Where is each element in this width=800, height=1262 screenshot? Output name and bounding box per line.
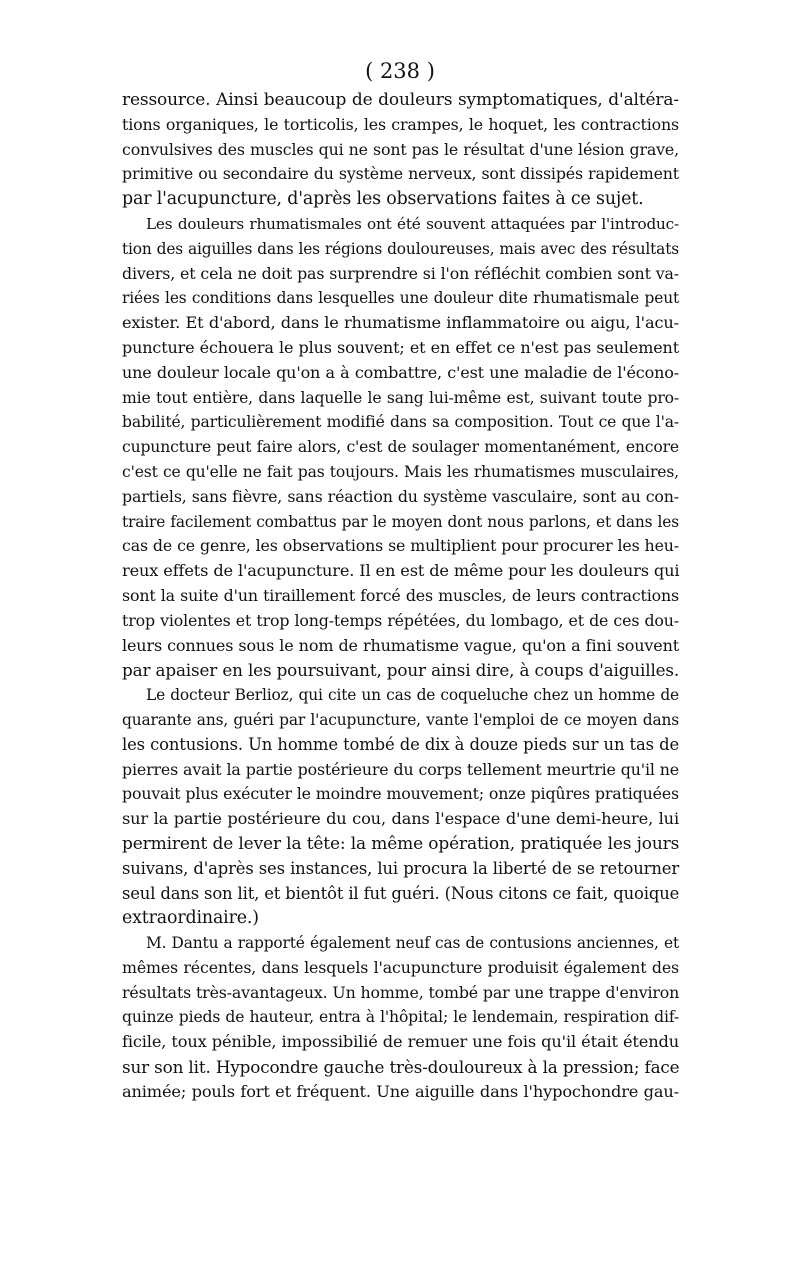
text-line: convulsives des muscles qui ne sont pas le résultat d'une lésion grave, — [122, 139, 679, 159]
text-line: sur la partie postérieure du cou, dans l'espace d'une demi-heure, lui — [122, 809, 679, 829]
text-line: pouvait plus exécuter le moindre mouvement; onze piqûres pratiquées — [122, 784, 679, 804]
text-line: permirent de lever la tête: la même opération, pratiquée les jours — [122, 833, 680, 854]
text-line: riées les conditions dans lesquelles une douleur dite rhumatismale peut — [122, 289, 679, 308]
text-line: quarante ans, guéri par l'acupuncture, vante l'emploi de ce moyen dans — [122, 710, 679, 729]
text-line: mie tout entière, dans laquelle le sang lui-même est, suivant toute pro- — [122, 388, 679, 407]
text-line: c'est ce qu'elle ne fait pas toujours. Mais les rhumatismes musculaires, — [122, 462, 679, 481]
text-line: traire facilement combattus par le moyen dont nous parlons, et dans les — [122, 512, 679, 531]
page-number: ( 238 ) — [365, 59, 435, 83]
text-line: animée; pouls fort et fréquent. Une aiguille dans l'hypochondre gau- — [122, 1081, 679, 1101]
text-line: sur son lit. Hypocondre gauche très-douloureux à la pression; face — [122, 1057, 680, 1078]
text-line: cas de ce genre, les observations se multiplient pour procurer les heu- — [122, 536, 679, 556]
text-line: babilité, particulièrement modifié dans sa composition. Tout ce que l'a- — [122, 413, 679, 432]
text-line: seul dans son lit, et bientôt il fut guéri. (Nous citons ce fait, quoique — [122, 883, 680, 903]
text-line: tion des aiguilles dans les régions douloureuses, mais avec des résultats — [122, 239, 679, 258]
text-line: trop violentes et trop long-temps répétées, du lombago, et de ces dou- — [122, 610, 679, 630]
text-line: Le docteur Berlioz, qui cite un cas de coqueluche chez un homme de — [146, 686, 679, 705]
text-line: par l'acupuncture, d'après les observations faites à ce sujet. — [122, 189, 644, 210]
text-line: tions organiques, le torticolis, les crampes, le hoquet, les contractions — [122, 114, 679, 134]
text-line: par apaiser en les poursuivant, pour ainsi dire, à coups d'aiguilles. — [122, 660, 680, 681]
text-line: extraordinaire.) — [122, 908, 259, 929]
text-line: quinze pieds de hauteur, entra à l'hôpital; le lendemain, respiration dif- — [122, 1008, 679, 1027]
text-line: M. Dantu a rapporté également neuf cas de contusions anciennes, et — [146, 934, 679, 953]
text-line: puncture échouera le plus souvent; et en effet ce n'est pas seulement — [122, 337, 679, 357]
text-line: mêmes récentes, dans lesquels l'acupuncture produisit également des — [122, 957, 679, 977]
text-line: résultats très-avantageux. Un homme, tombé par une trappe d'environ — [122, 982, 680, 1002]
text-line: partiels, sans fièvre, sans réaction du système vasculaire, sont au con- — [122, 486, 679, 506]
body-text — [122, 88, 679, 1105]
text-line: une douleur locale qu'on a à combattre, c'est une maladie de l'écono- — [122, 362, 679, 382]
text-line: les contusions. Un homme tombé de dix à douze pieds sur un tas de — [122, 734, 679, 754]
text-line: primitive ou secondaire du système nerveux, sont dissipés rapidement — [122, 164, 679, 184]
text-line: ficile, toux pénible, impossibilié de remuer une fois qu'il était étendu — [122, 1032, 679, 1052]
text-line: cupuncture peut faire alors, c'est de soulager momentanément, encore — [122, 438, 679, 457]
text-line: exister. Et d'abord, dans le rhumatisme inflammatoire ou aigu, l'acu- — [122, 313, 679, 333]
text-line: ressource. Ainsi beaucoup de douleurs symptomatiques, d'altéra- — [122, 90, 679, 110]
text-line: divers, et cela ne doit pas surprendre si l'on réfléchit combien sont va- — [122, 263, 679, 283]
text-line: suivans, d'après ses instances, lui procura la liberté de se retourner — [122, 858, 679, 878]
text-line: reux effets de l'acupuncture. Il en est de même pour les douleurs qui — [122, 561, 680, 581]
text-line: pierres avait la partie postérieure du corps tellement meurtrie qu'il ne — [122, 759, 679, 779]
text-line: sont la suite d'un tiraillement forcé des muscles, de leurs contractions — [122, 585, 679, 605]
text-line: Les douleurs rhumatismales ont été souvent attaquées par l'introduc- — [146, 214, 679, 233]
text-line: leurs connues sous le nom de rhumatisme vague, qu'on a fini souvent — [122, 635, 679, 655]
